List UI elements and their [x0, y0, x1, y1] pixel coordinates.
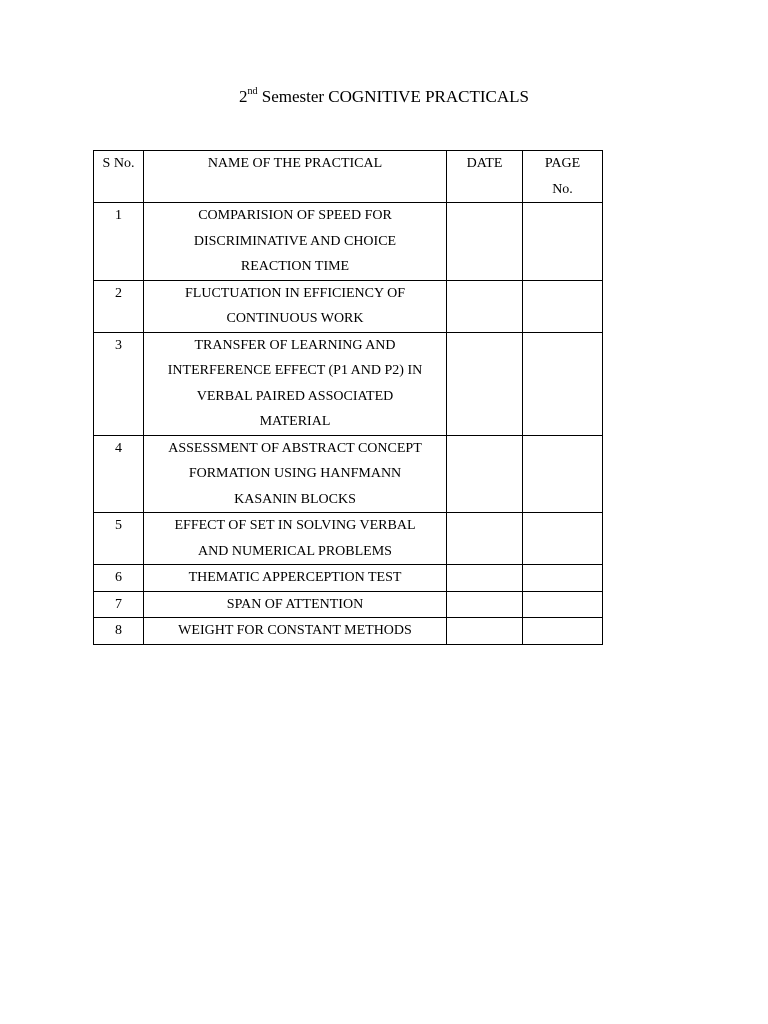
practical-name-line: FORMATION USING HANFMANN: [188, 466, 402, 481]
practical-name-line: KASANIN BLOCKS: [234, 491, 356, 507]
row-date: [447, 203, 523, 281]
practical-name-line: WEIGHT FOR CONSTANT METHODS: [178, 623, 412, 638]
row-date: [447, 513, 523, 565]
row-practical-name: [144, 513, 447, 565]
practical-name-line: MATERIAL: [259, 414, 331, 429]
row-sno: 8: [94, 618, 144, 645]
row-date: [447, 435, 523, 513]
row-date: [447, 280, 523, 332]
practical-name-line: THEMATIC APPERCEPTION TEST: [188, 570, 402, 585]
row-page-no: [523, 618, 603, 645]
row-sno: 3: [94, 332, 144, 435]
header-page-line2: No.: [552, 181, 573, 197]
practical-name-line: FLUCTUATION IN EFFICIENCY OF: [185, 285, 405, 301]
row-page-no: [523, 332, 603, 435]
practical-name-line: COMPARISION OF SPEED FOR: [198, 208, 392, 223]
header-sno: S No.: [94, 151, 144, 203]
row-sno: 5: [94, 513, 144, 565]
row-practical-name: [144, 332, 447, 435]
table-body: [94, 203, 603, 645]
practical-name-line: TRANSFER OF LEARNING AND: [194, 337, 396, 353]
row-sno: 6: [94, 565, 144, 592]
row-page-no: [523, 203, 603, 281]
practical-name-line: AND NUMERICAL PROBLEMS: [198, 543, 392, 559]
practical-name-line: INTERFERENCE EFFECT (P1 AND P2) IN: [167, 363, 423, 378]
practical-name-line: ASSESSMENT OF ABSTRACT CONCEPT: [168, 440, 422, 456]
row-sno: 1: [94, 203, 144, 281]
row-sno: 2: [94, 280, 144, 332]
table-row: [94, 435, 603, 513]
title-prefix: 2: [238, 87, 248, 106]
practical-name-line: EFFECT OF SET IN SOLVING VERBAL: [174, 518, 416, 533]
row-practical-name: [144, 618, 447, 645]
row-practical-name: [144, 280, 447, 332]
practical-name-line: SPAN OF ATTENTION: [226, 596, 364, 612]
row-page-no: [523, 513, 603, 565]
row-date: [447, 591, 523, 618]
table-row: [94, 332, 603, 435]
title-superscript: nd: [247, 86, 258, 98]
practical-name-line: REACTION TIME: [240, 259, 350, 274]
header-name: NAME OF THE PRACTICAL: [144, 151, 447, 203]
row-sno: 4: [94, 435, 144, 513]
table-row: [94, 565, 603, 592]
table-row: [94, 591, 603, 618]
row-page-no: [523, 565, 603, 592]
row-page-no: [523, 591, 603, 618]
row-practical-name: [144, 435, 447, 513]
row-page-no: [523, 280, 603, 332]
row-practical-name: [144, 591, 447, 618]
row-date: [447, 565, 523, 592]
row-practical-name: [144, 203, 447, 281]
header-page: [523, 151, 603, 203]
practical-name-line: CONTINUOUS WORK: [226, 311, 364, 326]
row-sno: 7: [94, 591, 144, 618]
row-practical-name: [144, 565, 447, 592]
table-row: [94, 280, 603, 332]
title-rest: Semester COGNITIVE PRACTICALS: [257, 87, 529, 106]
header-date: DATE: [447, 151, 523, 203]
practical-name-line: DISCRIMINATIVE AND CHOICE: [193, 233, 397, 249]
table-row: [94, 618, 603, 645]
practicals-table: [93, 150, 603, 645]
row-date: [447, 618, 523, 645]
page-title: [0, 86, 768, 108]
practical-name-line: VERBAL PAIRED ASSOCIATED: [196, 388, 394, 404]
row-page-no: [523, 435, 603, 513]
table-row: [94, 513, 603, 565]
table-row: [94, 203, 603, 281]
table-header-row: [94, 151, 603, 203]
row-date: [447, 332, 523, 435]
header-page-line1: PAGE: [544, 156, 581, 171]
